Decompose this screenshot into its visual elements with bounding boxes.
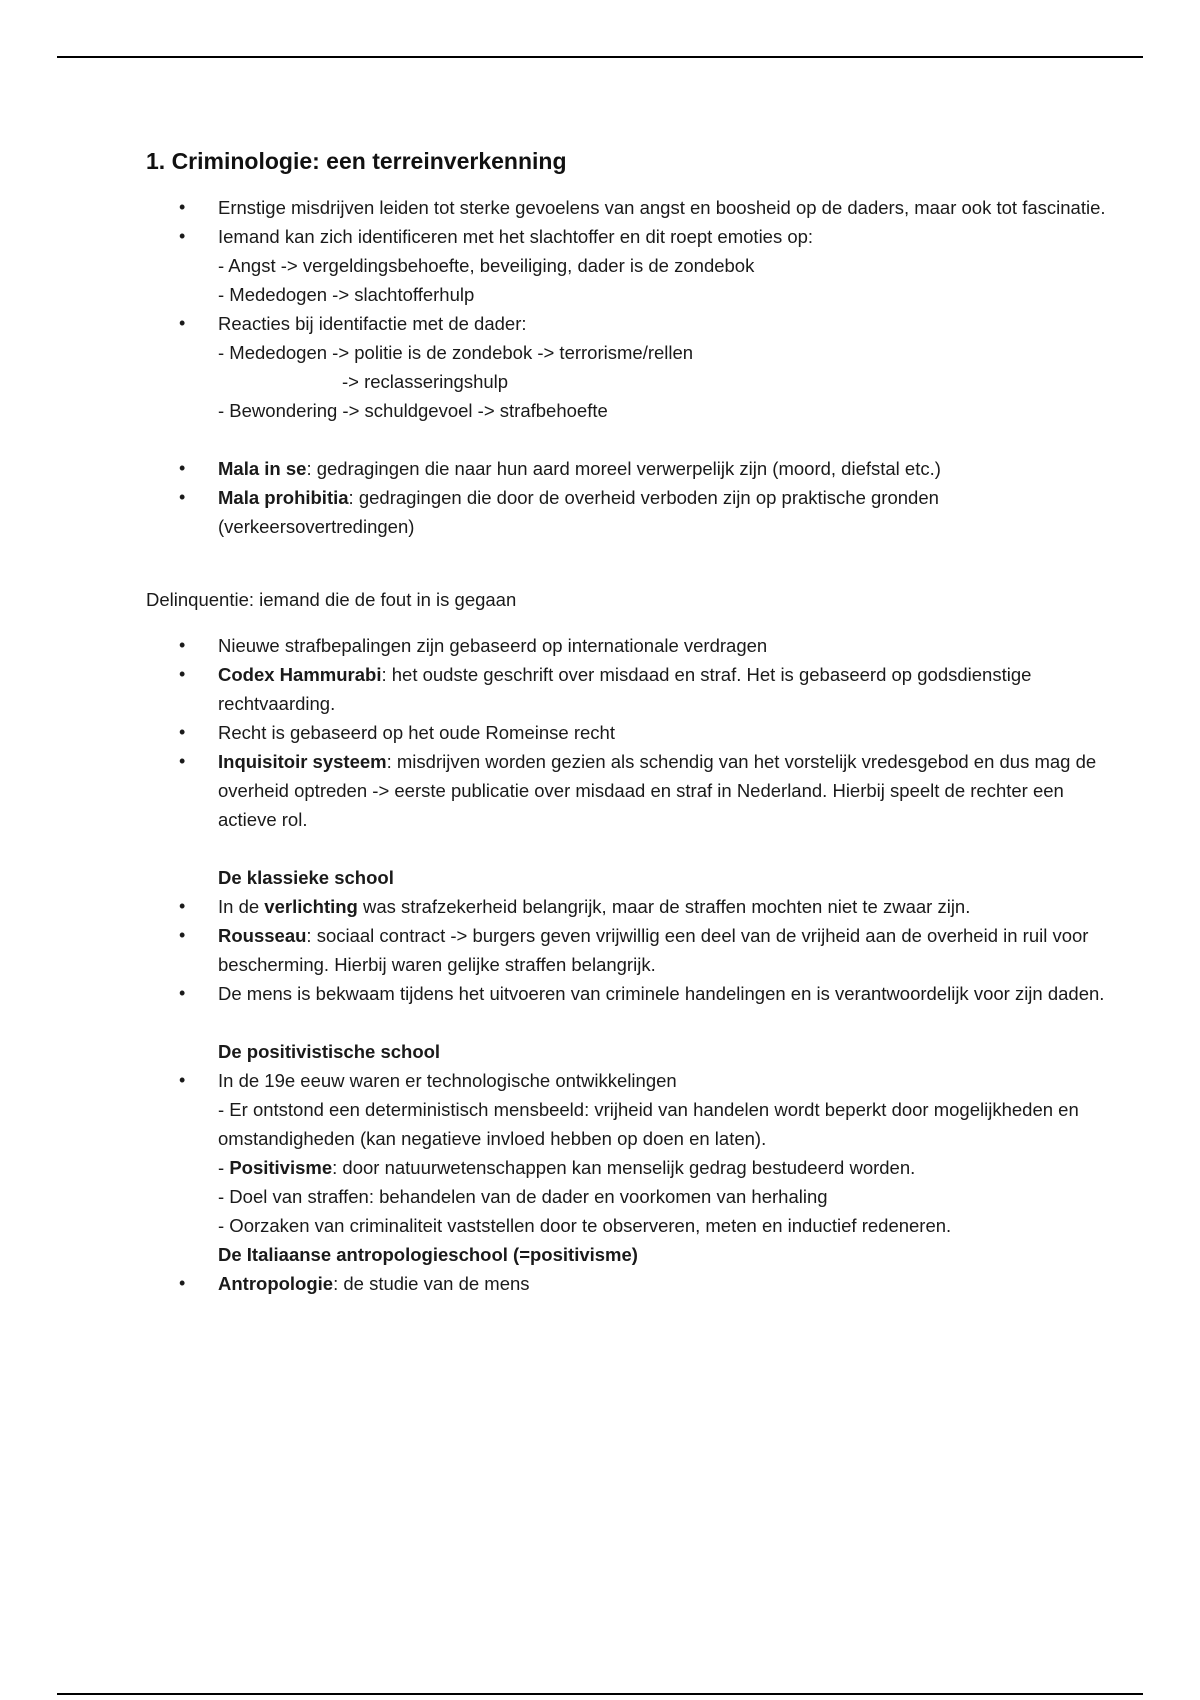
list-item: • Codex Hammurabi: het oudste geschrift over misdaad en straf. Het is gebaseerd op godsdienstige rechtvaarding.: [146, 660, 1106, 718]
list-item: • Rousseau: sociaal contract -> burgers geven vrijwillig een deel van de vrijheid aan de overheid in ruil voor bescherming. Hierbij waren gelijke straffen belangrijk.: [146, 921, 1106, 979]
list-item: • In de 19e eeuw waren er technologische ontwikkelingen - Er ontstond een deterministisch mensbeeld: vrijheid van handelen wordt beperkt door mogelijkheden en omstandigheden (kan negatieve invloed hebben op doen en laten). - Positivisme: door natuurwetenschappen kan menselijk gedrag bestudeerd worden. - Doel van straffen: behandelen van de dader en voorkomen van herhaling - Oorzaken van criminaliteit vaststellen door te observeren, meten en inductief redeneren.: [146, 1066, 1106, 1240]
section-heading-positivistisch: De positivistische school: [218, 1041, 441, 1062]
spacer: [146, 834, 1106, 863]
mala-list: [146, 454, 1106, 541]
list-item: • Ernstige misdrijven leiden tot sterke gevoelens van angst en boosheid op de daders, maar ook tot fascinatie.: [146, 193, 1106, 222]
list-item: • De mens is bekwaam tijdens het uitvoeren van criminele handelingen en is verantwoordelijk voor zijn daden.: [146, 979, 1106, 1008]
antropologie-list: [146, 1269, 1106, 1298]
list-item: • Iemand kan zich identificeren met het slachtoffer en dit roept emoties op: - Angst -> vergeldingsbehoefte, beveiliging, dader is de zondebok - Mededogen -> slachtofferhulp: [146, 222, 1106, 309]
spacer: [146, 425, 1106, 454]
list-item: • In de verlichting was strafzekerheid belangrijk, maar de straffen mochten niet te zwaar zijn.: [146, 892, 1106, 921]
history-list: [146, 631, 1106, 834]
section-heading-klassiek: De klassieke school: [218, 867, 394, 888]
header-rule: [57, 56, 1143, 58]
positivistisch-list: [146, 1066, 1106, 1240]
list-item: • Mala prohibitia: gedragingen die door de overheid verboden zijn op praktische gronden (verkeersovertredingen): [146, 483, 1106, 541]
section-heading-antropologie: De Italiaanse antropologieschool (=positivisme): [218, 1244, 638, 1265]
document-body: [146, 145, 1106, 1298]
emotions-list: [146, 193, 1106, 425]
footer-rule: [57, 1693, 1143, 1695]
list-item: • Recht is gebaseerd op het oude Romeinse recht: [146, 718, 1106, 747]
list-item: • Reacties bij identifactie met de dader: - Mededogen -> politie is de zondebok -> terrorisme/rellen -> reclasseringshulp - Bewondering -> schuldgevoel -> strafbehoefte: [146, 309, 1106, 425]
list-item: • Antropologie: de studie van de mens: [146, 1269, 1106, 1298]
list-item: • Nieuwe strafbepalingen zijn gebaseerd op internationale verdragen: [146, 631, 1106, 660]
delinquentie-definition: Delinquentie: iemand die de fout in is gegaan: [146, 589, 517, 610]
klassiek-list: [146, 892, 1106, 1008]
chapter-title: 1. Criminologie: een terreinverkenning: [146, 148, 567, 174]
list-item: • Mala in se: gedragingen die naar hun aard moreel verwerpelijk zijn (moord, diefstal etc.): [146, 454, 1106, 483]
spacer: [146, 1008, 1106, 1037]
list-item: • Inquisitoir systeem: misdrijven worden gezien als schendig van het vorstelijk vredesgebod en dus mag de overheid optreden -> eerste publicatie over misdaad en straf in Nederland. Hierbij speelt de rechter een actieve rol.: [146, 747, 1106, 834]
spacer: [146, 541, 1106, 585]
